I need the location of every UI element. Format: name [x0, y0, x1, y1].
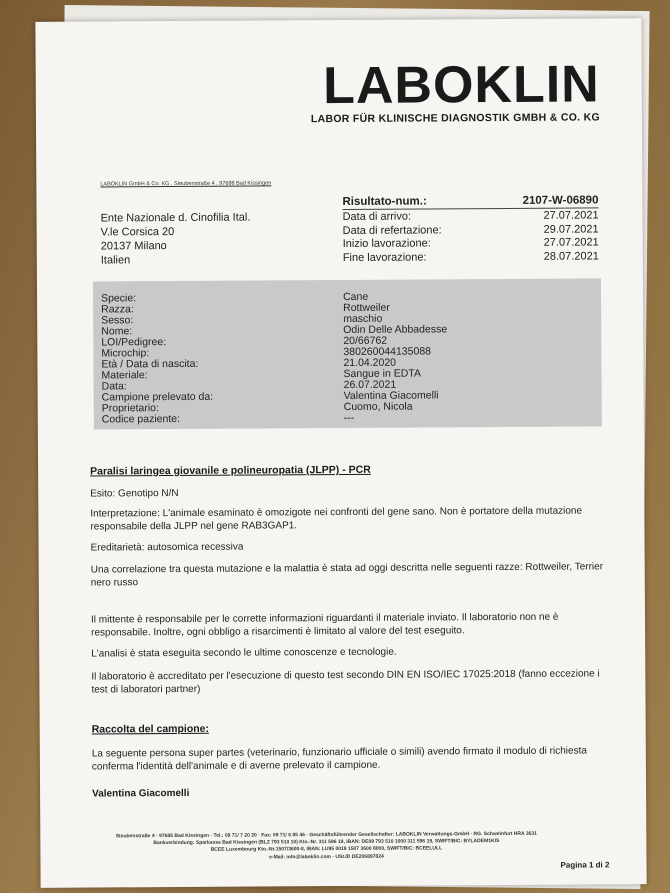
- info-label: LOI/Pedigree:: [101, 336, 167, 349]
- info-value: Rottweiler: [343, 301, 390, 314]
- laboklin-logo: [310, 55, 600, 126]
- info-value: ---: [343, 411, 355, 424]
- recipient-line: Ente Nazionale d. Cinofilia Ital.: [100, 211, 251, 225]
- result-date-row: [343, 250, 599, 265]
- signer-name: Valentina Giacomelli: [92, 787, 190, 800]
- info-label: Proprietario:: [101, 402, 159, 415]
- info-value: 380260044135088: [343, 345, 432, 358]
- sample-collection-paragraph: La seguente persona super partes (veterinario, funzionario ufficiale o simili) avendo firmato il modulo di richiesta conferma l'identità dell'animale e di averne prelevato il campione.: [91, 745, 587, 773]
- result-date-label: Inizio lavorazione:: [342, 237, 431, 250]
- info-value: 20/66762: [343, 334, 388, 347]
- footer-line: Steubenstraße 4 · 97688 Bad Kissingen · Tel.: 09 71/ 7 20 20 · Fax: 09 71/ 6 85 46 · Geschäftsführender Gesellschafter: LABOKLIN Verwaltungs-GmbH · RG. Schweinfurt HRA 3631: [115, 830, 537, 840]
- page-number: Pagina 1 di 2: [560, 860, 610, 870]
- info-label: Materiale:: [101, 369, 148, 382]
- recipient-line: Italien: [100, 254, 131, 267]
- info-value: Cane: [343, 290, 369, 303]
- footer-line: BCEE Luxembourg Kto.-Nr.1507/3600-8, IBAN: LU95 0019 1507 3600 8000, SWIFT/BIC: BCEELULL: [210, 845, 443, 854]
- info-label: Sesso:: [101, 314, 134, 327]
- lab-report-page: [35, 18, 646, 888]
- result-date-value: 29.07.2021: [543, 222, 599, 236]
- info-value: Cuomo, Nicola: [343, 400, 413, 413]
- page-footer: [96, 831, 556, 863]
- result-date-label: Data di arrivo:: [342, 210, 412, 223]
- accreditation-paragraph: Il laboratorio è accreditato per l'esecuzione di questo test secondo DIN EN ISO/IEC 17025:2018 (fanno eccezione i test di laboratori partner): [91, 668, 600, 696]
- info-label: Età / Data di nascita:: [101, 357, 199, 371]
- info-value: 21.04.2020: [343, 356, 397, 369]
- result-number-row: [342, 194, 598, 210]
- sample-collection-title: Raccolta del campione:: [91, 722, 210, 736]
- result-date-value: 27.07.2021: [543, 236, 599, 249]
- recipient-line: V.le Corsica 20: [100, 226, 175, 239]
- info-value: Odin Delle Abbadesse: [343, 323, 448, 336]
- info-label: Codice paziente:: [101, 412, 181, 426]
- info-label: Data:: [101, 380, 127, 393]
- result-date-value: 27.07.2021: [543, 209, 599, 222]
- result-date-value: 28.07.2021: [543, 249, 599, 263]
- result-outcome: Esito: Genotipo N/N: [90, 487, 179, 500]
- recipient-address: [101, 211, 251, 268]
- logo-subtitle: LABOR FÜR KLINISCHE DIAGNOSTIK GMBH & CO. KG: [310, 111, 600, 126]
- info-label: Specie:: [101, 292, 137, 305]
- result-number-value: 2107-W-06890: [522, 194, 599, 207]
- footer-line: Bankverbindung: Sparkasse Bad Kissingen (BLZ 793 510 10) Kto.-Nr. 311 596 19, IBAN: DE09 793 510 1000 311 596 19, SWIFT/BIC: BYLADEM1KIS: [153, 838, 500, 847]
- result-date-label: Data di refertazione:: [342, 223, 442, 237]
- info-value: maschio: [343, 312, 383, 325]
- responsibility-paragraph: Il mittente è responsabile per le corrette informazioni riguardanti il materiale inviato. Il laboratorio non ne è responsabile. Inoltre, ogni obbligo a risarcimenti è limitato al valore del test eseguito.: [90, 611, 559, 639]
- result-date-label: Fine lavorazione:: [342, 250, 427, 264]
- info-label: Campione prelevato da:: [101, 390, 214, 404]
- recipient-line: 20137 Milano: [100, 240, 167, 253]
- info-label: Nome:: [101, 325, 133, 338]
- result-number-label: Risultato-num.:: [342, 195, 427, 208]
- info-value: Valentina Giacomelli: [343, 389, 439, 402]
- footer-line: e-Mail: info@laboklin.com · USt.ID DE206897824: [269, 853, 384, 861]
- test-title: Paralisi laringea giovanile e polineuropatia (JLPP) - PCR: [90, 463, 371, 478]
- sender-address-line: LABOKLIN GmbH & Co. KG . Steubenstraße 4 . 97688 Bad Kissingen: [100, 180, 272, 188]
- breed-correlation-paragraph: Una correlazione tra questa mutazione e la malattia è stata ad oggi descritta nelle seguenti razze: Rottweiler, Terrier nero russo: [90, 561, 604, 589]
- logo-word: LABOKLIN: [322, 55, 600, 116]
- result-block: [342, 194, 598, 265]
- analysis-paragraph: L'analisi è stata eseguita secondo le ultime conoscenze e tecnologie.: [91, 646, 397, 660]
- info-value: Sangue in EDTA: [343, 367, 421, 380]
- interpretation-paragraph: Interpretazione: L'animale esaminato è omozigote nei confronti del gene sano. Non è portatore della mutazione responsabile della JLPP nel gene RAB3GAP1.: [90, 505, 583, 533]
- info-label: Razza:: [101, 303, 134, 316]
- info-label: Microchip:: [101, 347, 150, 360]
- info-value: 26.07.2021: [343, 378, 397, 391]
- heredity-paragraph: Ereditarietà: autosomica recessiva: [90, 541, 244, 554]
- patient-info-row: [102, 413, 355, 426]
